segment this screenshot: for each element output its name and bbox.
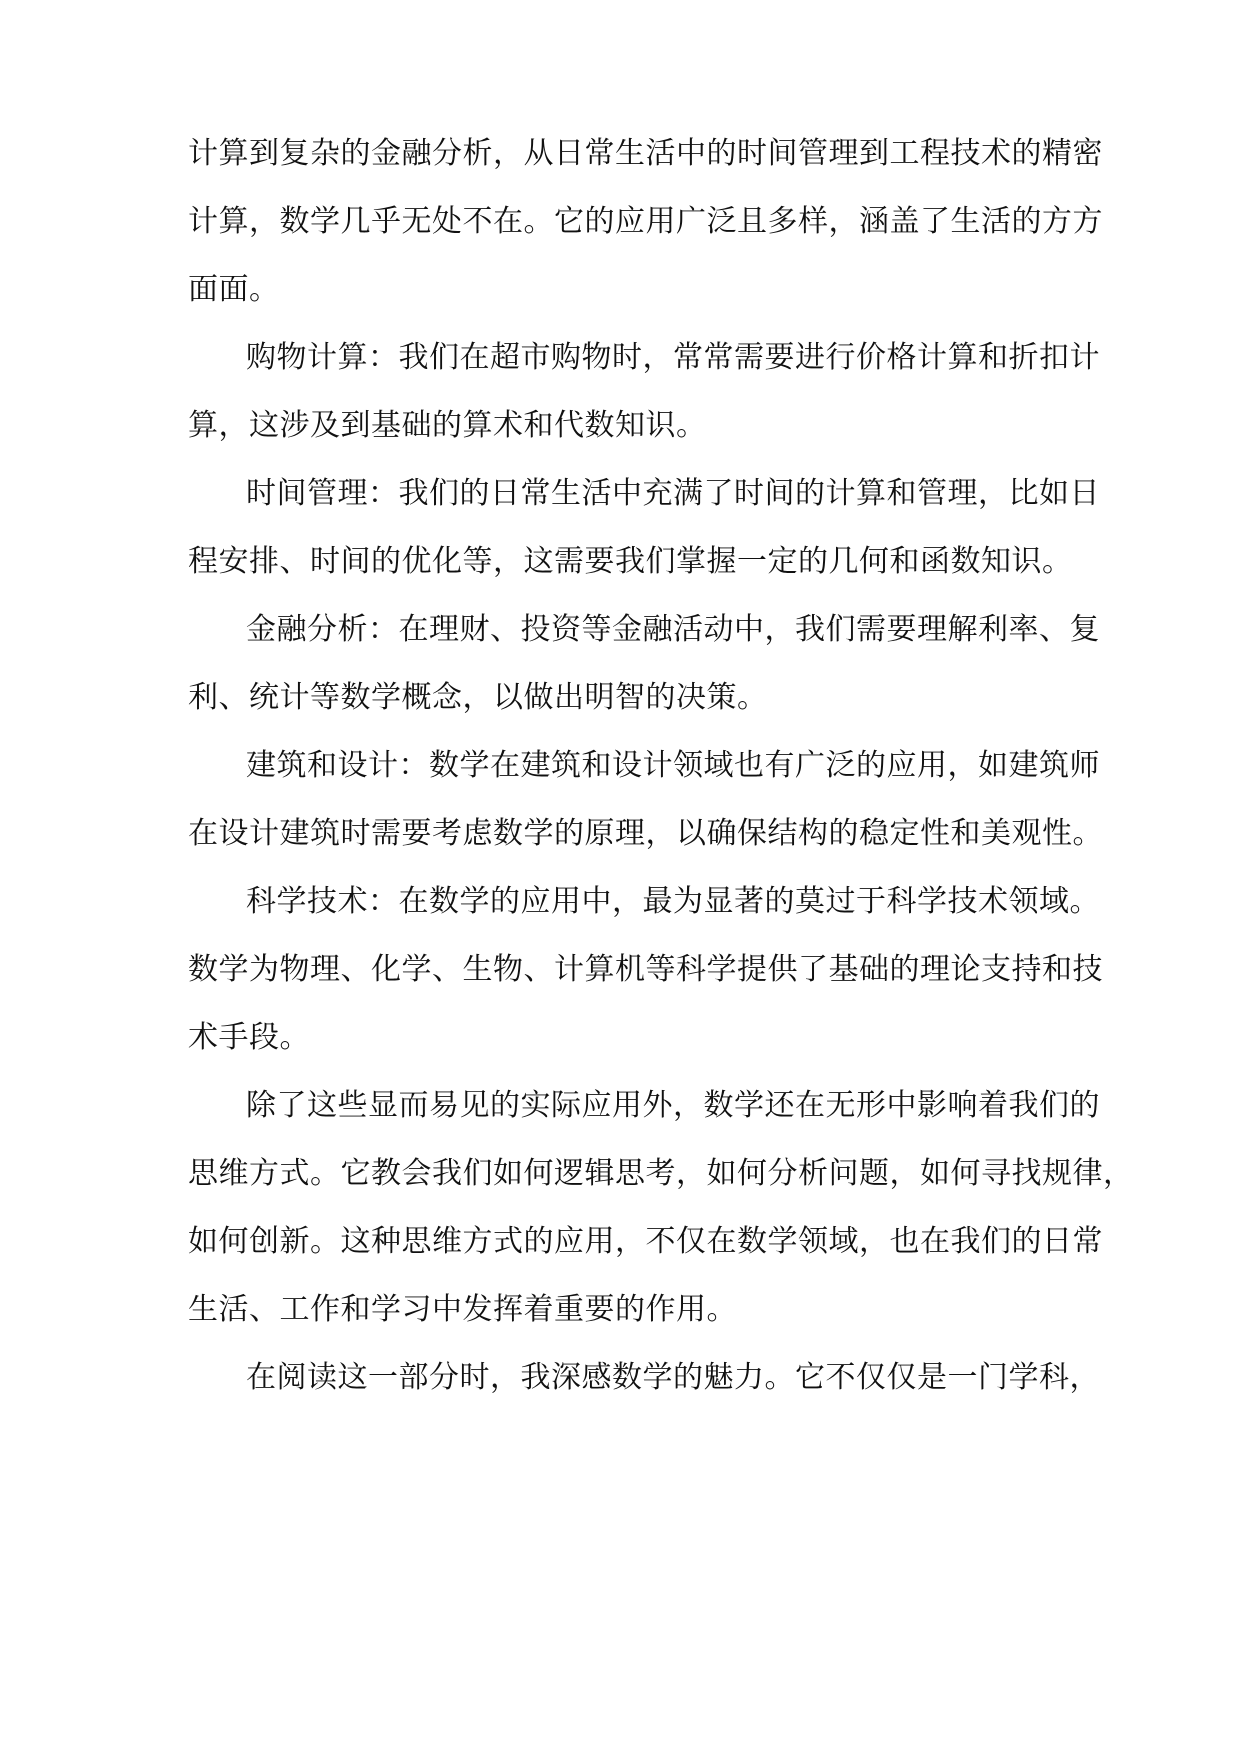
text-line: 数学为物理、化学、生物、计算机等科学提供了基础的理论支持和技	[188, 952, 1103, 987]
text-line: 程安排、时间的优化等，这需要我们掌握一定的几何和函数知识。	[188, 544, 1073, 579]
text-line: 面面。	[188, 272, 280, 307]
text-line: 计算到复杂的金融分析，从日常生活中的时间管理到工程技术的精密	[188, 136, 1103, 171]
text-line: 时间管理：我们的日常生活中充满了时间的计算和管理，比如日	[246, 476, 1100, 511]
text-line: 购物计算：我们在超市购物时，常常需要进行价格计算和折扣计	[246, 340, 1100, 375]
text-line: 思维方式。它教会我们如何逻辑思考，如何分析问题，如何寻找规律，	[188, 1156, 1134, 1191]
text-line: 利、统计等数学概念，以做出明智的决策。	[188, 680, 768, 715]
text-line: 术手段。	[188, 1020, 310, 1055]
text-line: 在阅读这一部分时，我深感数学的魅力。它不仅仅是一门学科，	[246, 1360, 1100, 1395]
text-line: 算，这涉及到基础的算术和代数知识。	[188, 408, 707, 443]
text-line: 金融分析：在理财、投资等金融活动中，我们需要理解利率、复	[246, 612, 1100, 647]
text-line: 在设计建筑时需要考虑数学的原理，以确保结构的稳定性和美观性。	[188, 816, 1103, 851]
text-line: 如何创新。这种思维方式的应用，不仅在数学领域，也在我们的日常	[188, 1224, 1103, 1259]
text-line: 计算，数学几乎无处不在。它的应用广泛且多样，涵盖了生活的方方	[188, 204, 1103, 239]
text-line: 建筑和设计：数学在建筑和设计领域也有广泛的应用，如建筑师	[246, 748, 1100, 783]
text-line: 除了这些显而易见的实际应用外，数学还在无形中影响着我们的	[246, 1088, 1100, 1123]
text-line: 科学技术：在数学的应用中，最为显著的莫过于科学技术领域。	[246, 884, 1100, 919]
text-line: 生活、工作和学习中发挥着重要的作用。	[188, 1292, 737, 1327]
